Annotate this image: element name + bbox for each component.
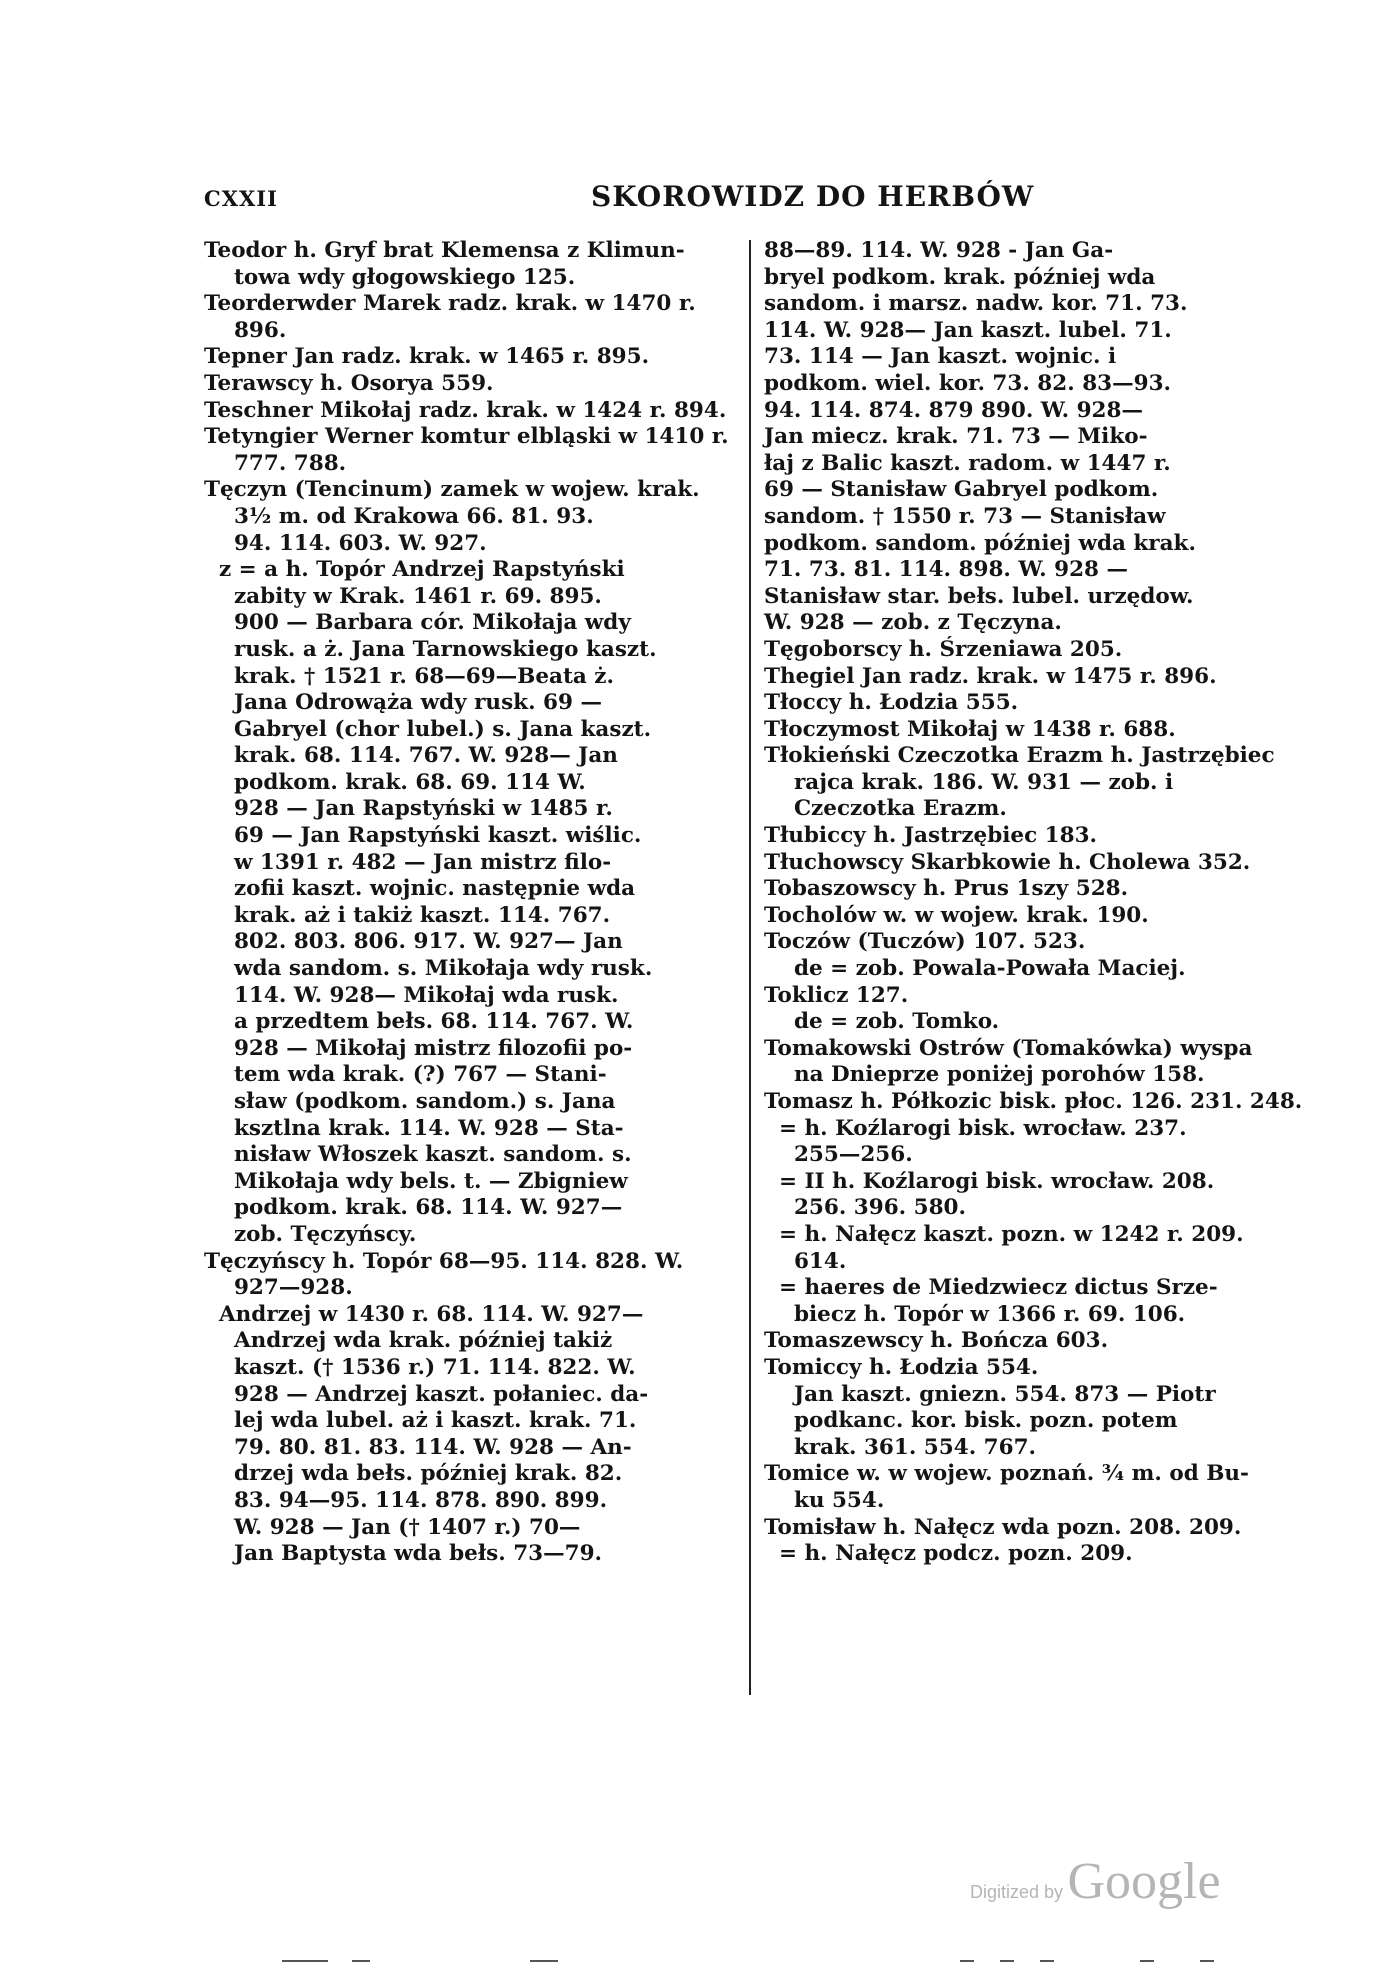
text-line: krak. † 1521 r. 68—69—Beata ż.	[204, 663, 615, 689]
text-line: Gabryel (chor lubel.) s. Jana kaszt.	[204, 716, 652, 742]
text-line: 69 — Jan Rapstyński kaszt. wiślic.	[204, 823, 642, 849]
text-line: ksztlna krak. 114. W. 928 — Sta-	[204, 1115, 624, 1141]
left-column	[204, 238, 739, 1568]
text-line: krak. 361. 554. 767.	[764, 1434, 1037, 1460]
digitized-watermark	[970, 1852, 1221, 1911]
text-line: ku 554.	[764, 1487, 885, 1513]
text-line: Tęczyn (Tencinum) zamek w wojew. krak.	[204, 477, 700, 503]
text-line: rajca krak. 186. W. 931 — zob. i	[764, 769, 1174, 795]
text-line: z = a h. Topór Andrzej Rapstyński	[204, 557, 625, 583]
text-line: zob. Tęczyńscy.	[204, 1221, 417, 1247]
text-line: Jan Baptysta wda bełs. 73—79.	[204, 1541, 603, 1567]
text-line: Tłoczymost Mikołaj w 1438 r. 688.	[764, 716, 1176, 742]
text-line: 94. 114. 874. 879 890. W. 928—	[764, 397, 1143, 423]
text-line: 777. 788.	[204, 450, 347, 476]
text-line: Tetyngier Werner komtur elbląski w 1410 r.	[204, 424, 729, 450]
text-line: = II h. Koźlarogi bisk. wrocław. 208.	[764, 1168, 1215, 1194]
text-line: Jan kaszt. gniezn. 554. 873 — Piotr	[764, 1381, 1216, 1407]
text-line: Jana Odrowąża wdy rusk. 69 —	[204, 690, 602, 716]
page-number: CXXII	[204, 186, 278, 211]
text-line: 73. 114 — Jan kaszt. wojnic. i	[764, 344, 1117, 370]
text-line: bryel podkom. krak. później wda	[764, 264, 1156, 290]
text-line: Terawscy h. Osorya 559.	[204, 370, 494, 396]
text-line: w 1391 r. 482 — Jan mistrz filo-	[204, 849, 612, 875]
text-line: Toklicz 127.	[764, 982, 909, 1008]
text-line: 256. 396. 580.	[764, 1195, 967, 1221]
text-line: Tomice w. w wojew. poznań. ¾ m. od Bu-	[764, 1461, 1249, 1487]
text-line: a przedtem bełs. 68. 114. 767. W.	[204, 1009, 634, 1035]
text-line: 802. 803. 806. 917. W. 927— Jan	[204, 929, 623, 955]
text-line: zofii kaszt. wojnic. następnie wda	[204, 876, 636, 902]
text-line: rusk. a ż. Jana Tarnowskiego kaszt.	[204, 636, 657, 662]
text-line: tem wda krak. (?) 767 — Stani-	[204, 1062, 607, 1088]
text-line: W. 928 — zob. z Tęczyna.	[764, 610, 1062, 636]
text-line: = h. Nałęcz podcz. pozn. 209.	[764, 1541, 1133, 1567]
text-line: Tomiccy h. Łodzia 554.	[764, 1354, 1039, 1380]
text-line: W. 928 — Jan († 1407 r.) 70—	[204, 1514, 581, 1540]
text-line: 94. 114. 603. W. 927.	[204, 530, 487, 556]
text-line: krak. 68. 114. 767. W. 928— Jan	[204, 743, 618, 769]
text-line: Tomisław h. Nałęcz wda pozn. 208. 209.	[764, 1514, 1242, 1540]
text-line: = h. Nałęcz kaszt. pozn. w 1242 r. 209.	[764, 1221, 1244, 1247]
text-line: łaj z Balic kaszt. radom. w 1447 r.	[764, 450, 1171, 476]
page-title: SKOROWIDZ DO HERBÓW	[591, 180, 1035, 213]
text-line: Tomaszewscy h. Bończa 603.	[764, 1328, 1109, 1354]
text-line: 927—928.	[204, 1275, 353, 1301]
text-line: Andrzej wda krak. później takiż	[204, 1328, 613, 1354]
text-line: podkom. sandom. później wda krak.	[764, 530, 1196, 556]
text-line: 69 — Stanisław Gabryel podkom.	[764, 477, 1159, 503]
text-line: podkanc. kor. bisk. pozn. potem	[764, 1408, 1178, 1434]
text-line: Tłokieński Czeczotka Erazm h. Jastrzębiec	[764, 743, 1275, 769]
text-line: 71. 73. 81. 114. 898. W. 928 —	[764, 557, 1128, 583]
text-line: wda sandom. s. Mikołaja wdy rusk.	[204, 956, 653, 982]
text-line: 83. 94—95. 114. 878. 890. 899.	[204, 1487, 608, 1513]
text-line: na Dnieprze poniżej porohów 158.	[764, 1062, 1205, 1088]
watermark-brand: Google	[1067, 1853, 1221, 1910]
text-line: 928 — Andrzej kaszt. połaniec. da-	[204, 1381, 649, 1407]
text-line: Tocholów w. w wojew. krak. 190.	[764, 902, 1149, 928]
text-line: Tobaszowscy h. Prus 1szy 528.	[764, 876, 1129, 902]
text-line: Teschner Mikołaj radz. krak. w 1424 r. 894.	[204, 397, 727, 423]
text-line: drzej wda bełs. później krak. 82.	[204, 1461, 623, 1487]
text-line: 928 — Jan Rapstyński w 1485 r.	[204, 796, 613, 822]
text-line: Tłoccy h. Łodzia 555.	[764, 690, 1019, 716]
text-line: kaszt. († 1536 r.) 71. 114. 822. W.	[204, 1354, 636, 1380]
text-line: Tęczyńscy h. Topór 68—95. 114. 828. W.	[204, 1248, 684, 1274]
text-line: Czeczotka Erazm.	[764, 796, 1007, 822]
text-line: Jan miecz. krak. 71. 73 — Miko-	[764, 424, 1148, 450]
text-line: podkom. krak. 68. 69. 114 W.	[204, 769, 586, 795]
text-line: sandom. † 1550 r. 73 — Stanisław	[764, 503, 1166, 529]
text-line: podkom. krak. 68. 114. W. 927—	[204, 1195, 623, 1221]
page-edge-marks	[0, 1960, 1392, 1968]
watermark-prefix: Digitized by	[970, 1882, 1064, 1902]
text-line: sandom. i marsz. nadw. kor. 71. 73.	[764, 291, 1188, 317]
text-line: sław (podkom. sandom.) s. Jana	[204, 1089, 616, 1114]
text-line: biecz h. Topór w 1366 r. 69. 106.	[764, 1301, 1186, 1327]
text-line: 255—256.	[764, 1142, 913, 1168]
text-line: Teorderwder Marek radz. krak. w 1470 r.	[204, 291, 696, 317]
column-divider	[749, 240, 751, 1695]
right-column	[764, 238, 1304, 1568]
text-line: de = zob. Powala-Powała Maciej.	[764, 956, 1186, 982]
text-line: Andrzej w 1430 r. 68. 114. W. 927—	[204, 1301, 644, 1327]
text-line: 896.	[204, 317, 287, 343]
text-line: Tłubiccy h. Jastrzębiec 183.	[764, 823, 1098, 849]
text-line: = h. Koźlarogi bisk. wrocław. 237.	[764, 1115, 1187, 1141]
text-line: 614.	[764, 1248, 847, 1274]
text-line: zabity w Krak. 1461 r. 69. 895.	[204, 583, 602, 609]
text-line: 114. W. 928— Mikołaj wda rusk.	[204, 982, 619, 1008]
text-line: Mikołaja wdy bels. t. — Zbigniew	[204, 1168, 628, 1194]
text-line: 79. 80. 81. 83. 114. W. 928 — An-	[204, 1434, 632, 1460]
text-line: = haeres de Miedzwiecz dictus Srze-	[764, 1275, 1218, 1301]
text-line: 928 — Mikołaj mistrz filozofii po-	[204, 1035, 633, 1061]
text-line: Tłuchowscy Skarbkowie h. Cholewa 352.	[764, 849, 1251, 875]
text-line: Tomakowski Ostrów (Tomakówka) wyspa	[764, 1035, 1253, 1061]
text-line: Tepner Jan radz. krak. w 1465 r. 895.	[204, 344, 650, 370]
text-line: 3½ m. od Krakowa 66. 81. 93.	[204, 503, 594, 529]
text-line: Stanisław star. bełs. lubel. urzędow.	[764, 583, 1194, 609]
text-line: de = zob. Tomko.	[764, 1009, 1000, 1035]
text-line: Tomasz h. Półkozic bisk. płoc. 126. 231. 248.	[764, 1089, 1303, 1114]
text-line: podkom. wiel. kor. 73. 82. 83—93.	[764, 370, 1172, 396]
text-line: Teodor h. Gryf brat Klemensa z Klimun-	[204, 238, 685, 263]
text-line: 900 — Barbara cór. Mikołaja wdy	[204, 610, 631, 636]
text-line: Thegiel Jan radz. krak. w 1475 r. 896.	[764, 663, 1217, 689]
text-line: lej wda lubel. aż i kaszt. krak. 71.	[204, 1408, 637, 1434]
text-line: towa wdy głogowskiego 125.	[204, 264, 576, 290]
text-line: Tęgoborscy h. Śrzeniawa 205.	[764, 636, 1123, 662]
text-line: krak. aż i takiż kaszt. 114. 767.	[204, 902, 611, 928]
text-line: 114. W. 928— Jan kaszt. lubel. 71.	[764, 317, 1172, 343]
text-line: nisław Włoszek kaszt. sandom. s.	[204, 1142, 632, 1168]
text-line: 88—89. 114. W. 928 - Jan Ga-	[764, 238, 1114, 263]
text-line: Toczów (Tuczów) 107. 523.	[764, 929, 1086, 955]
